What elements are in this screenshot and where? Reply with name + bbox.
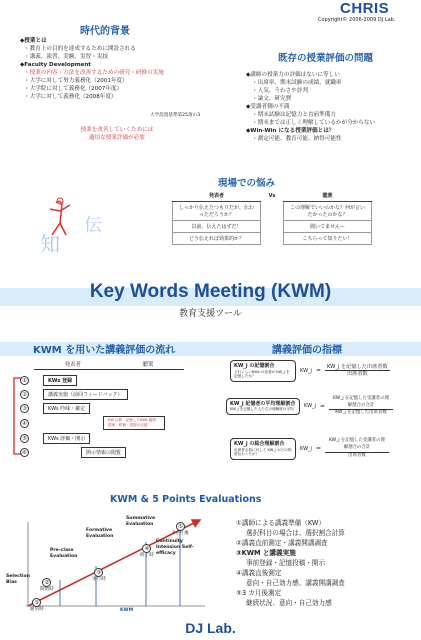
background-item: ◆Faculty Development: [20, 62, 91, 68]
svg-text:知: 知: [40, 232, 60, 255]
worries-table: [172, 190, 372, 245]
metric-box: KW_j の総合理解割合 出席者全員に対して KW_j がどの程度伝わったか？: [230, 438, 296, 460]
metric-understanding: KW_j 記憶者の平均理解割合 KW_j を記憶した人たちの理解度の平均 KW_j = $\frac{\text{KW\_j を記憶した受講者の理解割合の合計}}{\text{KW\_j を記憶した出席者数}}$: [226, 396, 393, 417]
problem-item: ◆講師の授業力の評価はないに等しい: [246, 72, 340, 78]
worries-header-speaker: 発表者: [173, 190, 261, 202]
phase-label: Formative Evaluation: [86, 528, 114, 539]
metric-fraction: $\frac{\text{KW\_j を記憶した受講者の理解割合の合計}}{\text{KW\_j を記憶した出席者数}}$: [329, 396, 393, 417]
five-points-title: KWM & 5 Points Evaluations: [110, 494, 262, 505]
worries-title: 現場での悩み: [218, 178, 276, 189]
flow-step: ⑤ KWs 評価・開示: [20, 432, 210, 444]
background-source: 大学設置基準第25条の3: [150, 113, 201, 118]
metric-fraction: $\frac{\text{KW\_j を記憶した出席者数}}{\text{出席者数}}$: [326, 363, 388, 378]
background-item: ・大学に対して努力義務化（2001年度）: [24, 78, 128, 84]
step-line: ③KWM と講義実施: [236, 549, 296, 557]
problem-item: ・論文、研究費: [252, 96, 292, 102]
worries-header-listener: 聴衆: [284, 190, 372, 202]
problem-item: ◆受講者側の不満: [246, 104, 290, 110]
flow-diagram: [20, 360, 210, 460]
marker: ④ 終了時: [140, 546, 154, 558]
worries-header-vs: Vs: [268, 192, 276, 199]
metric-box: KW_j の記憶割合 どれくらいKWs の表者が KW_j を記憶したか？: [230, 360, 296, 382]
indicators-title: 講義評価の指標: [272, 345, 342, 356]
problem-item: ・測定可能、教育可能、納得可能性: [252, 136, 342, 142]
flow-step: ③ KWs 吟味・確定: [20, 402, 210, 414]
step-line: ④講義直後測定: [236, 569, 282, 577]
metric-memory: KW_j の記憶割合 どれくらいKWs の表者が KW_j を記憶したか？ KW_j = $\frac{\text{KW\_j を記憶した出席者数}}{\text{出席者数}}$: [230, 360, 390, 382]
background-item: ・大学に対して義務化（2008年度）: [24, 94, 117, 100]
footer-logo: DJ Lab.: [185, 620, 236, 636]
flow-header-listener: 聴衆: [142, 362, 154, 368]
problem-item: ・期末までは正しく理解しているかが分からない: [252, 120, 376, 126]
flow-header-speaker: 発表者: [64, 362, 81, 368]
flow-step: ⑥ 開示情報の閲覧: [20, 446, 210, 458]
step-line: ②講義直前測定・講義開講調査: [236, 539, 328, 547]
flow-step: ④ KW 合算・記憶したKWs 範囲・提案・候補・把握の記録: [20, 416, 210, 430]
flow-red-loop: [12, 376, 26, 458]
main-title: Key Words Meeting (KWM): [89, 281, 332, 302]
background-list: [20, 37, 164, 101]
background-title: 時代的背景: [80, 26, 130, 37]
phase-label: Pre-class Evaluation: [50, 548, 78, 559]
marker: ② 開始時: [40, 580, 54, 592]
worries-row: どう伝えれば効果的か？ こちらって知りたい！: [173, 233, 372, 245]
copyright: Copyright© 2006-2009 DJ Lab.: [318, 17, 396, 23]
step-line: 選択科目の場合は、選択割合計算: [246, 529, 345, 537]
background-item: ・大学院に対して義務化（2007年度）: [24, 86, 123, 92]
worries-row: 以前、伝えたはずだ！ 聞いてませんー: [173, 221, 372, 233]
background-item: ・教育上の目的を達成するために開設される: [24, 46, 136, 52]
problem-item: ・出席率、期末試験の成績、就職率: [252, 80, 342, 86]
problem-item: ・期末試験は記憶力と直前準備力: [252, 112, 336, 118]
svg-text:伝: 伝: [84, 215, 102, 236]
worries-row: しっかり伝えたつもりだが、伝わっただろうか？ この理解でいいのかな？何が言いたかったのかな？: [173, 202, 372, 221]
phase-label: Selection Bias: [6, 574, 31, 585]
metric-fraction: $\frac{\text{KW\_j を記憶した受講者の理解割合の合計}}{\text{出席者数}}$: [325, 438, 389, 459]
problem-item: ・人気、うわさや評判: [252, 88, 308, 94]
flow-step: ② 講義実施（前回フィードバック）: [20, 388, 210, 400]
step-line: 継続状況、意向・自己効力感: [246, 599, 332, 607]
flow-step: ① KWs 登録: [20, 374, 210, 386]
main-subtitle: 教育支援ツール: [179, 309, 242, 319]
step-line: 意向・自己効力感、講義開講調査: [246, 579, 345, 587]
problems-list: [246, 71, 375, 143]
step-line: 事前登録・記憶投稿・開示: [246, 559, 326, 567]
five-points-steps: [236, 518, 345, 608]
stick-figure-illustration: [36, 195, 116, 255]
background-conclusion: 授業を改善していくためには 適切な授業評価が必要: [80, 127, 154, 141]
problems-title: 既存の授業評価の問題: [278, 53, 374, 64]
step-line: ①講師による講義準備（KW）: [236, 519, 326, 527]
background-item: ・講義、演習、実験、実習・実技: [24, 54, 108, 60]
logo: CHRIS: [340, 0, 390, 17]
step-line: ⑤3 カ月後測定: [236, 589, 282, 597]
problem-item: ◆Win-Win になる授業評価とは？: [246, 128, 335, 134]
phase-label: Continuity Intension Self-efficacy: [156, 539, 194, 556]
marker: ① 通常時: [30, 600, 44, 612]
axis-label: KWM: [120, 608, 134, 613]
background-item: ・授業の内容・方法を改善するための研究・研修の実施: [24, 70, 164, 76]
marker: ③ 実行時: [92, 570, 106, 582]
marker: ⑤ 3ヵ月後: [172, 524, 189, 536]
background-item: ◆授業とは: [20, 38, 47, 44]
metric-box: KW_j 記憶者の平均理解割合 KW_j を記憶した人たちの理解度の平均: [226, 398, 300, 415]
flow-title: KWM を用いた講義評価の流れ: [33, 345, 176, 356]
metric-total: KW_j の総合理解割合 出席者全員に対して KW_j がどの程度伝わったか？ KW_j = $\frac{\text{KW\_j を記憶した受講者の理解割合の合計}}{\text{出席者数}}$: [230, 438, 389, 460]
phase-label: Summative Evaluation: [126, 516, 156, 527]
